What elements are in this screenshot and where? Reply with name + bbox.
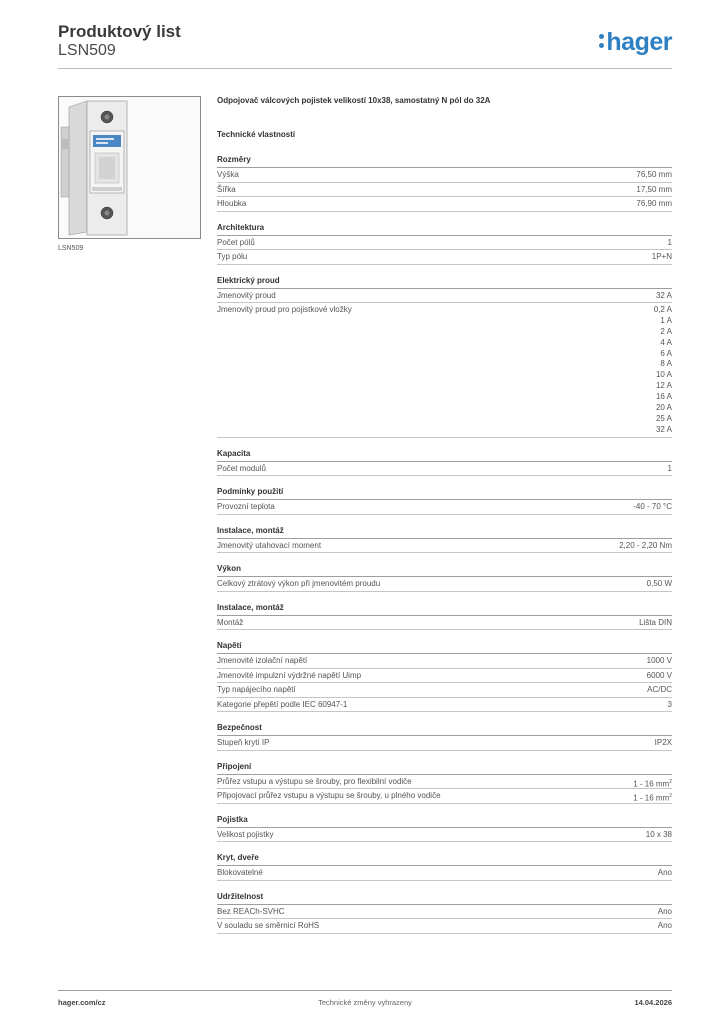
spec-value: 1 <box>667 463 672 473</box>
spec-row <box>217 905 672 920</box>
spec-value: AC/DC <box>647 685 672 695</box>
spec-label: Šířka <box>217 184 236 194</box>
spec-value: -40 - 70 °C <box>633 502 672 512</box>
spec-value: 0,50 W <box>646 579 672 589</box>
section-title: Kryt, dveře <box>217 852 672 866</box>
section-architecture <box>217 222 672 265</box>
document-header <box>58 22 672 70</box>
spec-row <box>217 866 672 881</box>
footer-divider <box>58 990 672 991</box>
spec-label: Velikost pojistky <box>217 829 274 839</box>
header-divider <box>58 68 672 69</box>
spec-label: Jmenovitý proud pro pojistkové vložky <box>217 305 352 314</box>
spec-value: 76,50 mm <box>636 170 672 179</box>
spec-label: Kategorie přepětí podle IEC 60947-1 <box>217 699 348 709</box>
section-dimensions <box>217 154 672 212</box>
section-title: Rozměry <box>217 154 672 168</box>
fuse-rating: 12 A <box>655 381 672 391</box>
spec-label: V souladu se směrnicí RoHS <box>217 921 320 931</box>
spec-row <box>217 616 672 631</box>
fuse-rating: 16 A <box>655 392 672 402</box>
spec-row <box>217 669 672 684</box>
spec-row <box>217 654 672 669</box>
spec-row <box>217 789 672 804</box>
spec-label: Jmenovité impulzní výdržné napětí Uimp <box>217 670 362 680</box>
spec-row <box>217 250 672 265</box>
spec-row <box>217 236 672 251</box>
spec-row <box>217 197 672 212</box>
spec-label: Jmenovitý proud <box>217 290 276 300</box>
spec-value-list <box>654 305 672 436</box>
spec-row <box>217 698 672 713</box>
hager-logo <box>599 28 672 57</box>
section-title: Pojistka <box>217 814 672 828</box>
spec-value: 1 - 16 $mm^2$ <box>633 778 672 789</box>
spec-label: Bez REACh-SVHC <box>217 906 285 916</box>
spec-value: 3 <box>667 699 672 709</box>
fuse-rating: 25 A <box>655 413 672 423</box>
spec-label: Blokovatelné <box>217 868 263 878</box>
spec-row <box>217 168 672 183</box>
section-connection <box>217 761 672 804</box>
spec-value: 32 A <box>655 290 672 300</box>
section-electric-current <box>217 275 672 438</box>
fuse-rating: 1 A <box>660 315 672 325</box>
spec-label: Průřez vstupu a výstupu se šrouby, pro flexibilní vodiče <box>217 776 412 786</box>
fuse-rating: 0,2 A <box>653 305 672 314</box>
section-title: Napětí <box>217 640 672 654</box>
section-title: Instalace, montáž <box>217 602 672 616</box>
spec-label: Výška <box>217 170 239 179</box>
section-title: Elektrický proud <box>217 275 672 289</box>
spec-row <box>217 577 672 592</box>
section-fuse <box>217 814 672 843</box>
spec-label: Jmenovitý utahovací moment <box>217 540 322 550</box>
section-voltage <box>217 640 672 712</box>
spec-row <box>217 775 672 790</box>
spec-label: Počet modulů <box>217 463 266 473</box>
spec-row <box>217 500 672 515</box>
spec-value: 1 - 16 $mm^2$ <box>633 793 672 803</box>
section-title: Bezpečnost <box>217 722 672 736</box>
section-title: Instalace, montáž <box>217 525 672 539</box>
spec-content <box>217 96 672 934</box>
spec-row <box>217 736 672 751</box>
section-title: Kapacita <box>217 448 672 462</box>
spec-value: Lišta DIN <box>639 617 672 627</box>
fuse-rating: 10 A <box>655 370 672 380</box>
product-code: LSN509 <box>58 42 116 59</box>
spec-row <box>217 539 672 554</box>
spec-value: Ano <box>657 868 672 878</box>
fuse-rating: 2 A <box>660 326 672 336</box>
spec-label: Celkový ztrátový výkon při jmenovitém proudu <box>217 579 381 589</box>
spec-value: 2,20 - 2,20 Nm <box>619 540 672 550</box>
section-title: Podmínky použití <box>217 486 672 500</box>
logo-dots-icon <box>599 34 604 50</box>
spec-value: IP2X <box>654 738 672 748</box>
spec-label: Hloubka <box>217 199 247 208</box>
fuse-rating: 8 A <box>660 359 672 369</box>
fuse-rating: 4 A <box>660 337 672 347</box>
technical-heading: Technické vlastnosti <box>217 130 296 139</box>
spec-row <box>217 462 672 477</box>
spec-label: Montáž <box>217 617 244 627</box>
section-title: Připojení <box>217 761 672 775</box>
spec-label: Typ pólu <box>217 252 248 261</box>
spec-row <box>217 828 672 843</box>
spec-value: 76,90 mm <box>636 199 672 208</box>
spec-value: 1000 V <box>646 656 672 666</box>
fuse-rating: 32 A <box>655 424 672 434</box>
document-title: Produktový list <box>58 22 181 41</box>
fuse-rating: 6 A <box>660 348 672 358</box>
spec-value: 1 <box>667 237 672 247</box>
spec-label: Jmenovité izolační napětí <box>217 656 308 666</box>
spec-label: Počet pólů <box>217 237 255 247</box>
section-cover-door <box>217 852 672 881</box>
document-footer <box>58 998 672 1010</box>
section-power <box>217 563 672 592</box>
section-operating-conditions <box>217 486 672 515</box>
spec-label: Stupeň krytí IP <box>217 738 270 748</box>
section-title: Architektura <box>217 222 672 236</box>
spec-label: Připojovací průřez vstupu a výstupu se šrouby, u plného vodiče <box>217 791 441 801</box>
spec-value: 6000 V <box>646 670 672 680</box>
footer-date: 14.04.2026 <box>634 998 672 1007</box>
fuse-disconnector-icon <box>59 97 201 239</box>
section-sustainability <box>217 891 672 934</box>
spec-row <box>217 183 672 198</box>
spec-value: Ano <box>657 906 672 916</box>
spec-value: 17,50 mm <box>636 184 672 194</box>
fuse-rating: 20 A <box>655 403 672 413</box>
spec-value: Ano <box>657 921 672 931</box>
section-installation-torque <box>217 525 672 554</box>
product-image <box>58 96 201 239</box>
section-installation-mounting <box>217 602 672 631</box>
product-description: Odpojovač válcových pojistek velikostí 10x38, samostatný N pól do 32A <box>217 96 491 105</box>
image-caption: LSN509 <box>58 245 84 252</box>
logo-text: hager <box>606 28 672 56</box>
footer-note: Technické změny vyhrazeny <box>318 998 412 1007</box>
spec-row <box>217 683 672 698</box>
section-title: Udržitelnost <box>217 891 672 905</box>
section-capacity <box>217 448 672 477</box>
spec-value: 1P+N <box>651 252 672 261</box>
section-title: Výkon <box>217 563 672 577</box>
footer-website-link[interactable]: hager.com/cz <box>58 998 106 1007</box>
spec-value: 10 x 38 <box>645 829 672 839</box>
spec-row-fuse-ratings <box>217 303 672 438</box>
spec-label: Provozní teplota <box>217 502 275 512</box>
spec-label: Typ napájecího napětí <box>217 685 296 695</box>
section-safety <box>217 722 672 751</box>
spec-row <box>217 919 672 934</box>
spec-row <box>217 289 672 304</box>
